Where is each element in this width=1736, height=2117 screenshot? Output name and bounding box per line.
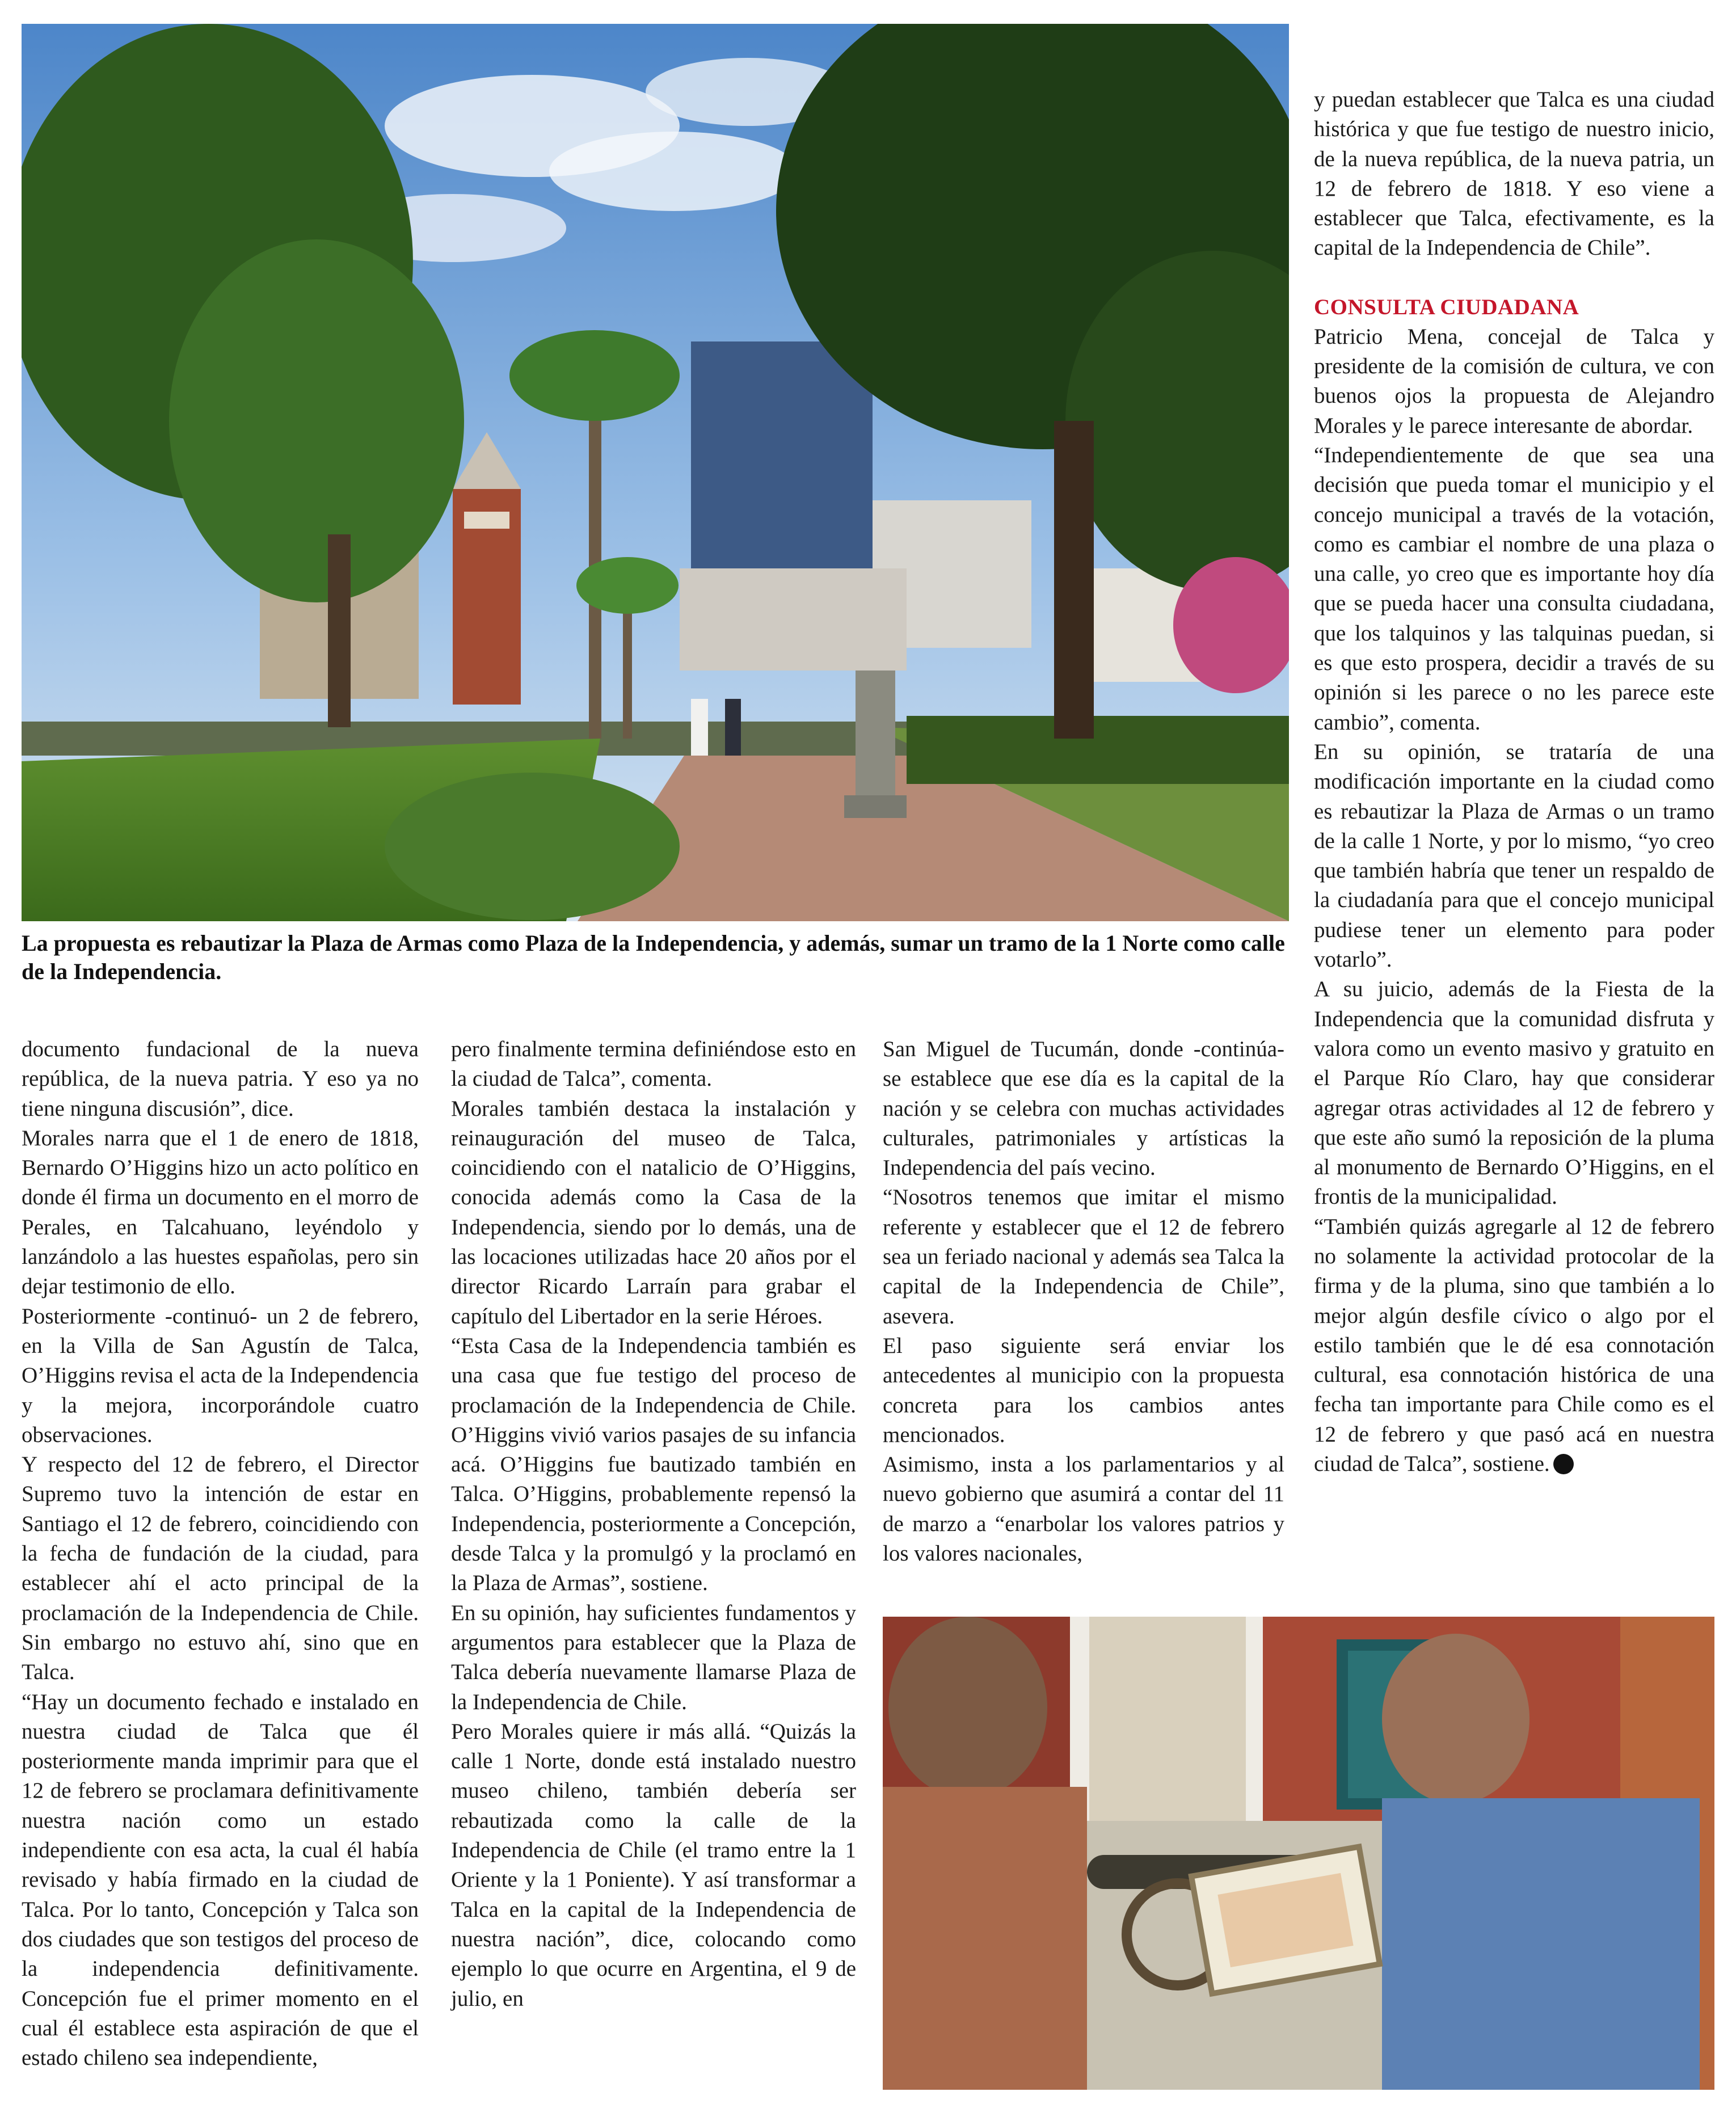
paragraph: Morales narra que el 1 de enero de 1818, Bernardo O’Higgins hizo un acto político en donde él firma un documento en el morro de Perales, en Talcahuano, leyéndolo y lanzándolo a las huestes españolas, pero sin dejar testimonio de ello. xyxy=(22,1125,419,1299)
paragraph: Morales también destaca la instalación y reinauguración del museo de Talca, coincidiendo con el natalicio de O’Higgins, conocida además como la Casa de la Independencia, siendo por lo demás, una de las locaciones utilizadas hace 20 años por el director Ricardo Larraín para grabar el capítulo del Libertador en la serie Héroes. xyxy=(451,1096,856,1329)
section-heading: CONSULTA CIUDADANA xyxy=(1314,294,1579,319)
column-1 xyxy=(22,1035,419,2073)
paragraph: “Esta Casa de la Independencia también es una casa que fue testigo del proceso de proclamación de la Independencia de Chile. O’Higgins vivió varios pasajes de su infancia acá. O’Higgins fue bautizado también en Talca. O’Higgins, probablemente repensó la Independencia, posteriormente a Concepción, desde Talca y la promulgó y la proclamó en la Plaza de Armas”, sostiene. xyxy=(451,1333,856,1596)
plaza-photo xyxy=(22,24,1289,921)
paragraph: y puedan establecer que Talca es una ciudad histórica y que fue testigo de nuestro inicio, de la nueva república, de la nueva patria, un 12 de febrero de 1818. Y eso viene a establecer que Talca, efectivamente, es la capital de la Independencia de Chile”. xyxy=(1314,87,1714,260)
column-2 xyxy=(451,1035,856,2014)
paragraph-text: “También quizás agregarle al 12 de febrero no solamente la actividad protocolar de la firma y de la pluma, sino que también a lo mejor algún desfile cívico o algo por el estilo también que le dé esa connotación cultural, esa connotación histórica de una fecha tan importante para Chile como es el 12 de febrero y que pasó acá en nuestra ciudad de Talca”, sostiene. xyxy=(1314,1214,1714,1477)
paragraph xyxy=(1314,1212,1714,1479)
paragraph: pero finalmente termina definiéndose esto en la ciudad de Talca”, comenta. xyxy=(451,1037,856,1091)
paragraph: San Miguel de Tucumán, donde -continúa- se establece que ese día es la capital de la nación y se celebra con muchas actividades culturales, patrimoniales y artísticas la Independencia del país vecino. xyxy=(883,1037,1284,1180)
paragraph: Patricio Mena, concejal de Talca y presidente de la comisión de cultura, ve con buenos ojos la propuesta de Alejandro Morales y le parece interesante de abordar. xyxy=(1314,324,1714,438)
paragraph: Y respecto del 12 de febrero, el Director Supremo tuvo la intención de estar en Santiago el 12 de febrero, coincidiendo con la fecha de fundación de la ciudad, para establecer ahí el acto principal de la proclamación de la Independencia de Chile. Sin embargo no estuvo ahí, sino que en Talca. xyxy=(22,1452,419,1685)
paragraph: El paso siguiente será enviar los antecedentes al municipio con la propuesta concreta para los cambios antes mencionados. xyxy=(883,1333,1284,1447)
paragraph: A su juicio, además de la Fiesta de la Independencia que la comunidad disfruta y valora como un evento masivo y gratuito en el Parque Río Claro, hay que considerar agregar otras actividades al 12 de febrero y que este año sumó la reposición de la pluma al monumento de Bernardo O’Higgins, en el frontis de la municipalidad. xyxy=(1314,977,1714,1209)
photo-caption: La propuesta es rebautizar la Plaza de Armas como Plaza de la Independencia, y además, sumar un tramo de la 1 Norte como calle de la Independencia. xyxy=(22,930,1285,984)
paragraph: documento fundacional de la nueva república, de la nueva patria. Y eso ya no tiene ninguna discusión”, dice. xyxy=(22,1037,419,1121)
paragraph: En su opinión, se trataría de una modificación importante en la ciudad como es rebautizar la Plaza de Armas o un tramo de la calle 1 Norte, y por lo mismo, “yo creo que también habría que tener un respaldo de la ciudadanía para que el concejo municipal pudiese tener un elemento para poder votarlo”. xyxy=(1314,739,1714,972)
museum-photo xyxy=(883,1617,1714,2090)
paragraph: Pero Morales quiere ir más allá. “Quizás la calle 1 Norte, donde está instalado nuestro museo chileno, también debería ser rebautizada como la calle de la Independencia de Chile (el tramo entre la 1 Oriente y la 1 Poniente). Y así transformar a Talca en la capital de la Independencia de nuestra nación”, dice, colocando como ejemplo lo que ocurre en Argentina, el 9 de julio, en xyxy=(451,1719,856,2011)
paragraph: “Independientemente de que sea una decisión que pueda tomar el municipio y el concejo municipal a través de la votación, como es cambiar el nombre de una plaza o una calle, yo creo que es importante hoy día que se pueda hacer una consulta ciudadana, que los talquinos y las talquinas puedan, si es que esto prospera, decidir a través de su opinión si les parece o no les parece este cambio”, comenta. xyxy=(1314,442,1714,735)
end-mark-icon xyxy=(1553,1454,1574,1474)
column-4 xyxy=(1314,85,1714,1479)
paragraph: “Hay un documento fechado e instalado en nuestra ciudad de Talca que él posteriormente manda imprimir para que el 12 de febrero se proclamara definitivamente nuestra nación como un estado independiente con esa acta, la cual él había revisado y había firmado en la ciudad de Talca. Por lo tanto, Concepción y Talca son dos ciudades que son testigos del proceso de la independencia definitivamente. Concepción fue el primer momento en el cual él establece esta aspiración de que el estado chileno sea independiente, xyxy=(22,1689,419,2070)
paragraph: “Nosotros tenemos que imitar el mismo referente y establecer que el 12 de febrero sea un feriado nacional y además sea Talca la capital de la Independencia de Chile”, asevera. xyxy=(883,1185,1284,1329)
paragraph: Asimismo, insta a los parlamentarios y al nuevo gobierno que asumirá a contar del 11 de marzo a “enarbolar los valores patrios y los valores nacionales, xyxy=(883,1452,1284,1566)
column-3 xyxy=(883,1035,1284,1568)
paragraph: Posteriormente -continuó- un 2 de febrero, en la Villa de San Agustín de Talca, O’Higgins revisa el acta de la Independencia y la mejora, incorporándole cuatro observaciones. xyxy=(22,1304,419,1447)
paragraph: En su opinión, hay suficientes fundamentos y argumentos para establecer que la Plaza de Talca debería nuevamente llamarse Plaza de la Independencia de Chile. xyxy=(451,1600,856,1714)
